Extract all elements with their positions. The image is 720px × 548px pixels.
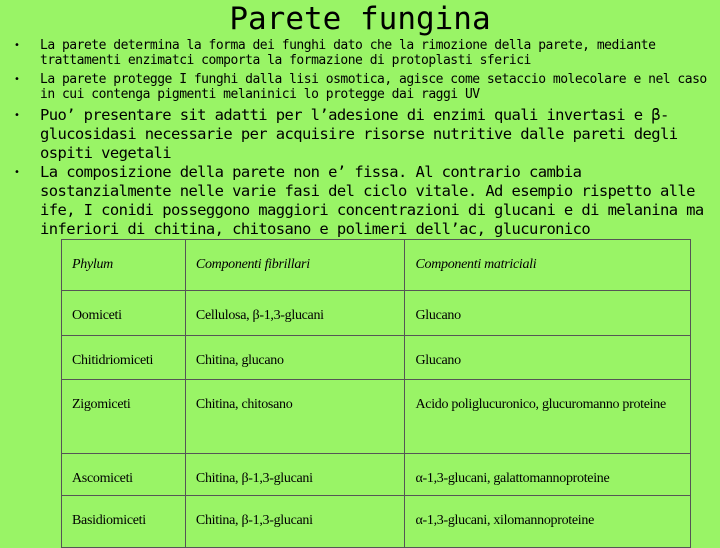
cell-matrix: Glucano xyxy=(405,336,691,380)
bullet-item xyxy=(14,163,714,239)
cell-fibrillar: Chitina, glucano xyxy=(185,336,405,380)
page-title: Parete fungina xyxy=(229,1,491,37)
table-row xyxy=(62,454,691,496)
bullet-dot-icon: • xyxy=(14,110,20,121)
cell-phylum: Ascomiceti xyxy=(62,454,186,496)
cell-phylum: Zigomiceti xyxy=(62,380,186,454)
bullet-dot-icon: • xyxy=(14,167,20,178)
bullet-list xyxy=(14,38,714,239)
cell-phylum: Oomiceti xyxy=(62,291,186,336)
bullet-dot-icon: • xyxy=(14,74,20,85)
bullet-item xyxy=(14,72,714,102)
bullet-item xyxy=(14,106,714,163)
cell-fibrillar: Cellulosa, β-1,3-glucani xyxy=(185,291,405,336)
table-row xyxy=(62,291,691,336)
bullet-item xyxy=(14,38,714,68)
cell-matrix: Acido poliglucuronico, glucuromanno proteine xyxy=(405,380,691,454)
header-phylum: Phylum xyxy=(62,240,186,291)
cell-fibrillar: Chitina, chitosano xyxy=(185,380,405,454)
bullet-text: La composizione della parete non e’ fissa. Al contrario cambia sostanzialmente nelle varie fasi del ciclo vitale. Ad esempio rispetto alle ife, I conidi posseggono maggiori concentrazioni di glucani e di melanina ma inferiori di chitina, chitosano e polimeri dell’ac, glucuronico xyxy=(40,163,704,238)
cell-fibrillar: Chitina, β-1,3-glucani xyxy=(185,454,405,496)
cell-phylum: Chitidriomiceti xyxy=(62,336,186,380)
bullet-text: La parete protegge I funghi dalla lisi osmotica, agisce come setaccio molecolare e nel caso in cui contenga pigmenti melaninici lo protegge dai raggi UV xyxy=(40,72,707,102)
header-matrix-components: Componenti matriciali xyxy=(405,240,691,291)
bullet-text: La parete determina la forma dei funghi dato che la rimozione della parete, mediante trattamenti enzimatci comporta la formazione di protoplasti sferici xyxy=(40,38,656,68)
bullet-text: Puo’ presentare sit adatti per l’adesione di enzimi quali invertasi e β-glucosidasi necessarie per acquisire risorse nutritive dalle pareti degli ospiti vegetali xyxy=(40,106,678,162)
cell-wall-composition-table xyxy=(61,239,691,548)
table-row xyxy=(62,336,691,380)
cell-matrix: α-1,3-glucani, galattomannoproteine xyxy=(405,454,691,496)
header-fibrillar-components: Componenti fibrillari xyxy=(185,240,405,291)
cell-phylum: Basidiomiceti xyxy=(62,496,186,548)
bullet-dot-icon: • xyxy=(14,40,20,51)
table-row xyxy=(62,380,691,454)
table-header-row xyxy=(62,240,691,291)
cell-matrix: Glucano xyxy=(405,291,691,336)
cell-fibrillar: Chitina, β-1,3-glucani xyxy=(185,496,405,548)
cell-matrix: α-1,3-glucani, xilomannoproteine xyxy=(405,496,691,548)
